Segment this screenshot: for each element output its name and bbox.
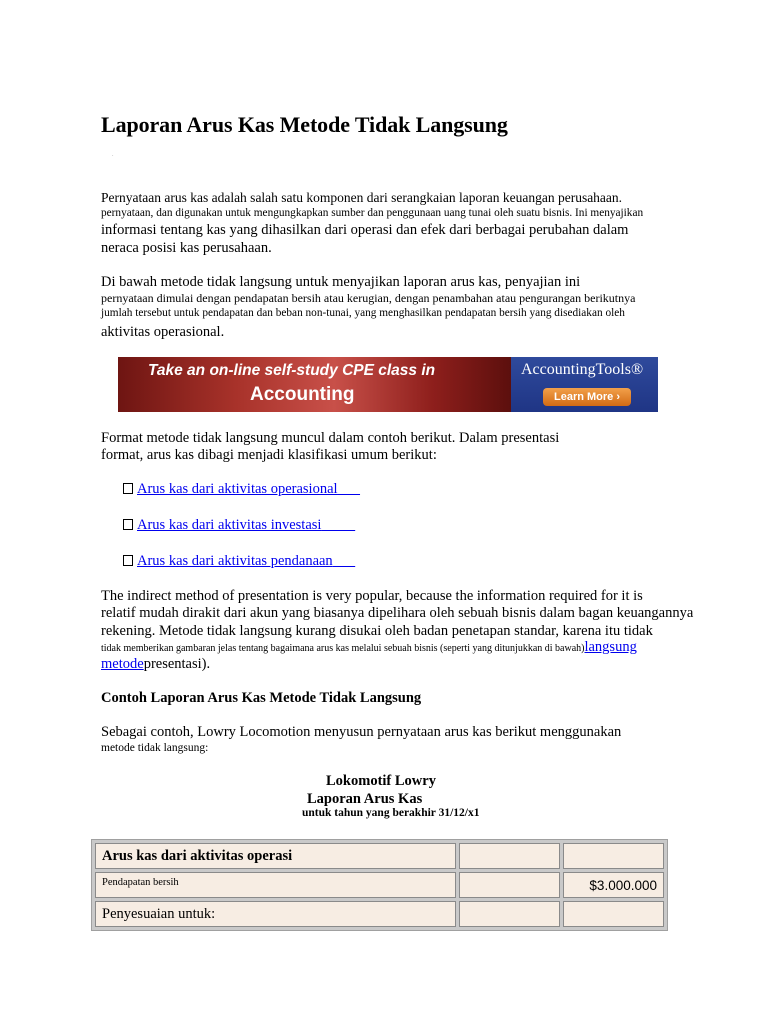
para4-line3: rekening. Metode tidak langsung kurang disukai oleh badan penetapan standar, karena itu tidak (101, 623, 653, 639)
statement-name: Laporan Arus Kas (307, 791, 423, 807)
para4-line4 (101, 640, 637, 656)
para3-line1: Format metode tidak langsung muncul dalam contoh berikut. Dalam presentasi (101, 430, 560, 446)
checkbox-glyph-icon (123, 483, 133, 494)
para5-line2: metode tidak langsung: (101, 742, 209, 754)
list-item (123, 481, 360, 498)
list-item (123, 517, 355, 534)
table-cell-amount (563, 901, 664, 927)
table-cell-label: Penyesuaian untuk: (95, 901, 456, 927)
section-heading: Contoh Laporan Arus Kas Metode Tidak Langsung (101, 690, 422, 706)
cash-flow-table (91, 839, 668, 931)
para2-line4: aktivitas operasional. (101, 324, 225, 340)
banner-brand-logo: AccountingTools® (521, 361, 644, 378)
banner-right-panel (511, 357, 658, 412)
page-title: Laporan Arus Kas Metode Tidak Langsung (101, 112, 508, 137)
statement-period: untuk tahun yang berakhir 31/12/x1 (302, 807, 480, 819)
para3-line2: format, arus kas dibagi menjadi klasifikasi umum berikut: (101, 447, 437, 463)
table-cell-label: Pendapatan bersih (95, 872, 456, 898)
table-cell-amount (563, 843, 664, 869)
para4-line5 (101, 656, 210, 673)
para1-line3: informasi tentang kas yang dihasilkan dari operasi dan efek dari berbagai perubahan dalam (101, 222, 629, 238)
para2-line3: jumlah tersebut untuk pendapatan dan beban non-tunai, yang menghasilkan pendapatan bersih yang disediakan oleh (101, 307, 625, 319)
para1-line1: Pernyataan arus kas adalah salah satu komponen dari serangkaian laporan keuangan perusahaan. (101, 190, 623, 205)
banner-headline: Accounting (250, 384, 355, 405)
checkbox-glyph-icon (123, 555, 133, 566)
para2-line1: Di bawah metode tidak langsung untuk menyajikan laporan arus kas, penyajian ini (101, 274, 581, 290)
banner-tagline: Take an on-line self-study CPE class in (148, 362, 436, 379)
table-row (95, 901, 664, 927)
statement-company: Lokomotif Lowry (326, 773, 436, 789)
decorative-dot: . (112, 152, 114, 158)
para4-line4-text: tidak memberikan gambaran jelas tentang bagaimana arus kas melalui sebuah bisnis (seperti yang ditunjukkan di bawah) (101, 643, 585, 654)
table-cell-amount: $3.000.000 (563, 872, 664, 898)
table-cell (459, 872, 560, 898)
para4-line2: relatif mudah dirakit dari akun yang biasanya dipelihara oleh sebuah bisnis dalam bagan keuangannya (101, 605, 694, 621)
link-investing-activities[interactable]: Arus kas dari aktivitas investasi (137, 517, 322, 533)
table-cell (459, 843, 560, 869)
para1-line4: neraca posisi kas perusahaan. (101, 240, 272, 256)
checkbox-glyph-icon (123, 519, 133, 530)
table-row (95, 872, 664, 898)
link-operating-activities[interactable]: Arus kas dari aktivitas operasional (137, 481, 338, 497)
link-financing-activities[interactable]: Arus kas dari aktivitas pendanaan (137, 553, 333, 569)
banner-left-panel (118, 357, 511, 412)
para5-line1: Sebagai contoh, Lowry Locomotion menyusun pernyataan arus kas berikut menggunakan (101, 724, 622, 740)
link-direct-method-part1[interactable]: langsung (584, 639, 637, 655)
para4-line1: The indirect method of presentation is very popular, because the information required for it is (101, 588, 643, 604)
ad-banner[interactable] (118, 357, 658, 412)
table-cell-label: Arus kas dari aktivitas operasi (95, 843, 456, 869)
para1-line2: pernyataan, dan digunakan untuk mengungkapkan sumber dan penggunaan uang tunai oleh suatu bisnis. Ini menyajikan (101, 207, 644, 219)
table-row (95, 843, 664, 869)
para2-line2: pernyataan dimulai dengan pendapatan bersih atau kerugian, dengan penambahan atau pengurangan berikutnya (101, 291, 636, 305)
link-direct-method-part2[interactable]: metode (101, 656, 144, 672)
table-cell (459, 901, 560, 927)
para4-line5-tail: presentasi). (143, 656, 211, 672)
learn-more-button[interactable]: Learn More › (543, 388, 631, 406)
list-item (123, 553, 355, 570)
